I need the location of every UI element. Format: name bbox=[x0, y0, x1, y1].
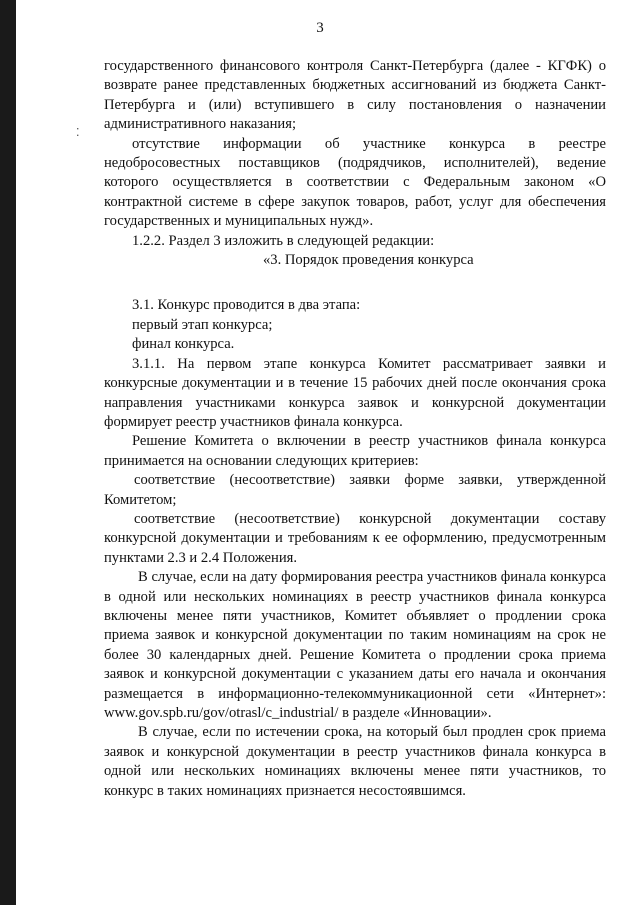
paragraph-extension: В случае, если на дату формирования реестра участников финала конкурса в одной или нескольких номинациях в реестр участников финала конкурса включены менее пяти участников, Комитет объявляет о продлении срока приема заявок и конкурсной документации по таким номинациям на срок не более 30 календарных дней. Решение Комитета о продлении срока приема заявок и конкурсной документации с указанием даты его начала и окончания размещается в информационно-телекоммуникационной сети «Интернет»: www.gov.spb.ru/gov/otrasl/c_industrial/ в разделе «Инновации». bbox=[104, 569, 606, 721]
list-item-first-stage: первый этап конкурса; bbox=[132, 316, 273, 333]
document-body bbox=[104, 57, 606, 801]
section-heading: «3. Порядок проведения конкурса bbox=[263, 252, 474, 269]
paragraph-section-change: 1.2.2. Раздел 3 изложить в следующей редакции: bbox=[132, 232, 435, 249]
criterion-documentation: соответствие (несоответствие) конкурсной документации составу конкурсной документации и требованиям к ее оформлению, предусмотренным пунктами 2.3 и 2.4 Положения. bbox=[104, 510, 606, 566]
paragraph-stages: 3.1. Конкурс проводится в два этапа: bbox=[132, 297, 361, 314]
paragraph-failed-contest: В случае, если по истечении срока, на который был продлен срок приема заявок и конкурсной документации в реестр участников финала конкурса в одной или нескольких номинациях включены менее пяти участников, то конкурс в таких номинациях признается несостоявшимся. bbox=[104, 724, 606, 799]
paragraph-3-1-1: 3.1.1. На первом этапе конкурса Комитет рассматривает заявки и конкурсные документации и в течение 15 рабочих дней после окончания срока направления участниками конкурса заявок и конкурсной документации формирует реестр участников финала конкурса. bbox=[104, 355, 606, 430]
spacer bbox=[104, 270, 606, 296]
paragraph-kgfk: государственного финансового контроля Санкт-Петербурга (далее - КГФК) о возврате ранее представленных бюджетных ассигнований из бюджета Санкт-Петербурга и (или) вступившего в силу постановления о назначении административного наказания; bbox=[104, 58, 606, 133]
list-item-final: финал конкурса. bbox=[132, 336, 235, 353]
criterion-application-form: соответствие (несоответствие) заявки форме заявки, утвержденной Комитетом; bbox=[104, 472, 606, 508]
paragraph-registry: отсутствие информации об участнике конкурса в реестре недобросовестных поставщиков (подрядчиков, исполнителей), ведение которого осуществляется в соответствии с Федеральным законом «О контрактной системе в сфере закупок товаров, работ, услуг для обеспечения государственных и муниципальных нужд». bbox=[104, 135, 606, 230]
scan-left-edge bbox=[0, 0, 16, 905]
page-number: 3 bbox=[316, 20, 324, 36]
scan-speck: ⁚ bbox=[76, 127, 80, 139]
paragraph-decision: Решение Комитета о включении в реестр участников финала конкурса принимается на основании следующих критериев: bbox=[104, 433, 606, 469]
